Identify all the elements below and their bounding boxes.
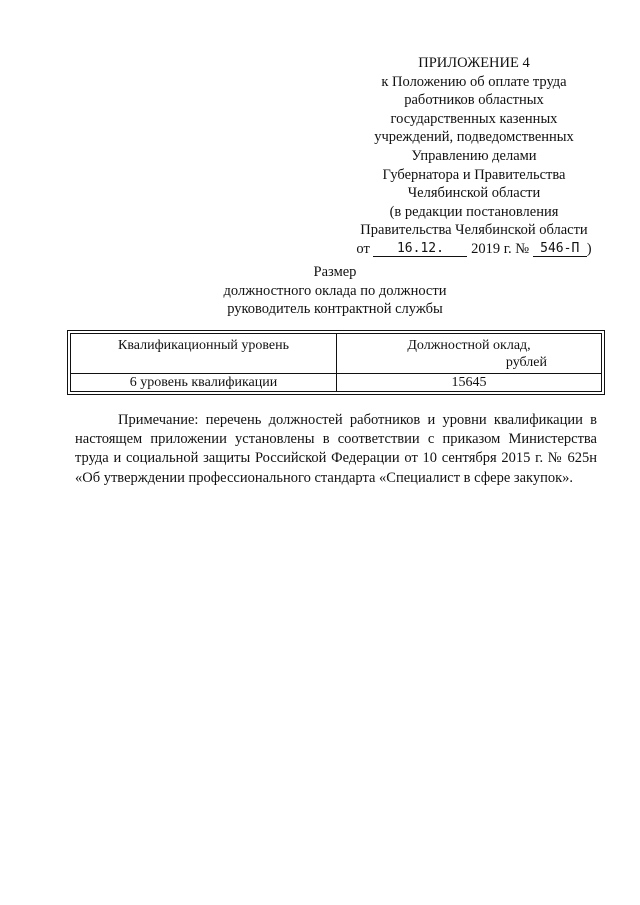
- resolution-date: 16.12.: [373, 241, 467, 257]
- appendix-line: (в редакции постановления: [389, 203, 559, 220]
- close-paren: ): [586, 240, 592, 257]
- cell-qualification-level: 6 уровень квалификации: [71, 374, 337, 392]
- appendix-line: Управлению делами: [411, 147, 537, 164]
- header-salary-label: Должностной оклад,: [407, 338, 531, 353]
- appendix-line: государственных казенных: [390, 110, 558, 127]
- resolution-date-line: [340, 240, 608, 259]
- cell-salary: 15645: [337, 374, 602, 392]
- appendix-line: к Положению об оплате труда: [381, 73, 567, 90]
- table-header-row: [71, 334, 602, 374]
- salary-table: [70, 333, 602, 392]
- header-qualification-level: Квалификационный уровень: [71, 334, 337, 374]
- heading-line: Размер: [313, 264, 357, 280]
- header-salary-unit: рублей: [505, 355, 547, 370]
- appendix-line: Губернатора и Правительства: [382, 166, 566, 183]
- heading-line: руководитель контрактной службы: [227, 301, 443, 318]
- appendix-line: Челябинской области: [407, 185, 541, 202]
- heading-line: должностного оклада по должности: [223, 282, 447, 299]
- resolution-year: 2019 г. №: [471, 240, 530, 257]
- date-prefix: от: [356, 240, 370, 257]
- document-heading: [150, 263, 520, 319]
- header-salary: [337, 334, 602, 374]
- note-paragraph: Примечание: перечень должностей работников и уровни квалификации в настоящем приложении установлены в соответствии с приказом Министерства труда и социальной защиты Российской Федерации от 10 сентября 2015 г. № 625н «Об утверждении профессионального стандарта «Специалист в сфере закупок».: [75, 412, 597, 486]
- appendix-title: ПРИЛОЖЕНИЕ 4: [418, 55, 530, 71]
- appendix-block: [340, 54, 608, 259]
- appendix-line: Правительства Челябинской области: [360, 222, 588, 239]
- appendix-line: работников областных: [404, 92, 544, 109]
- resolution-number: 546-П: [533, 241, 587, 257]
- table-row: [71, 374, 602, 392]
- appendix-line: учреждений, подведомственных: [374, 129, 574, 146]
